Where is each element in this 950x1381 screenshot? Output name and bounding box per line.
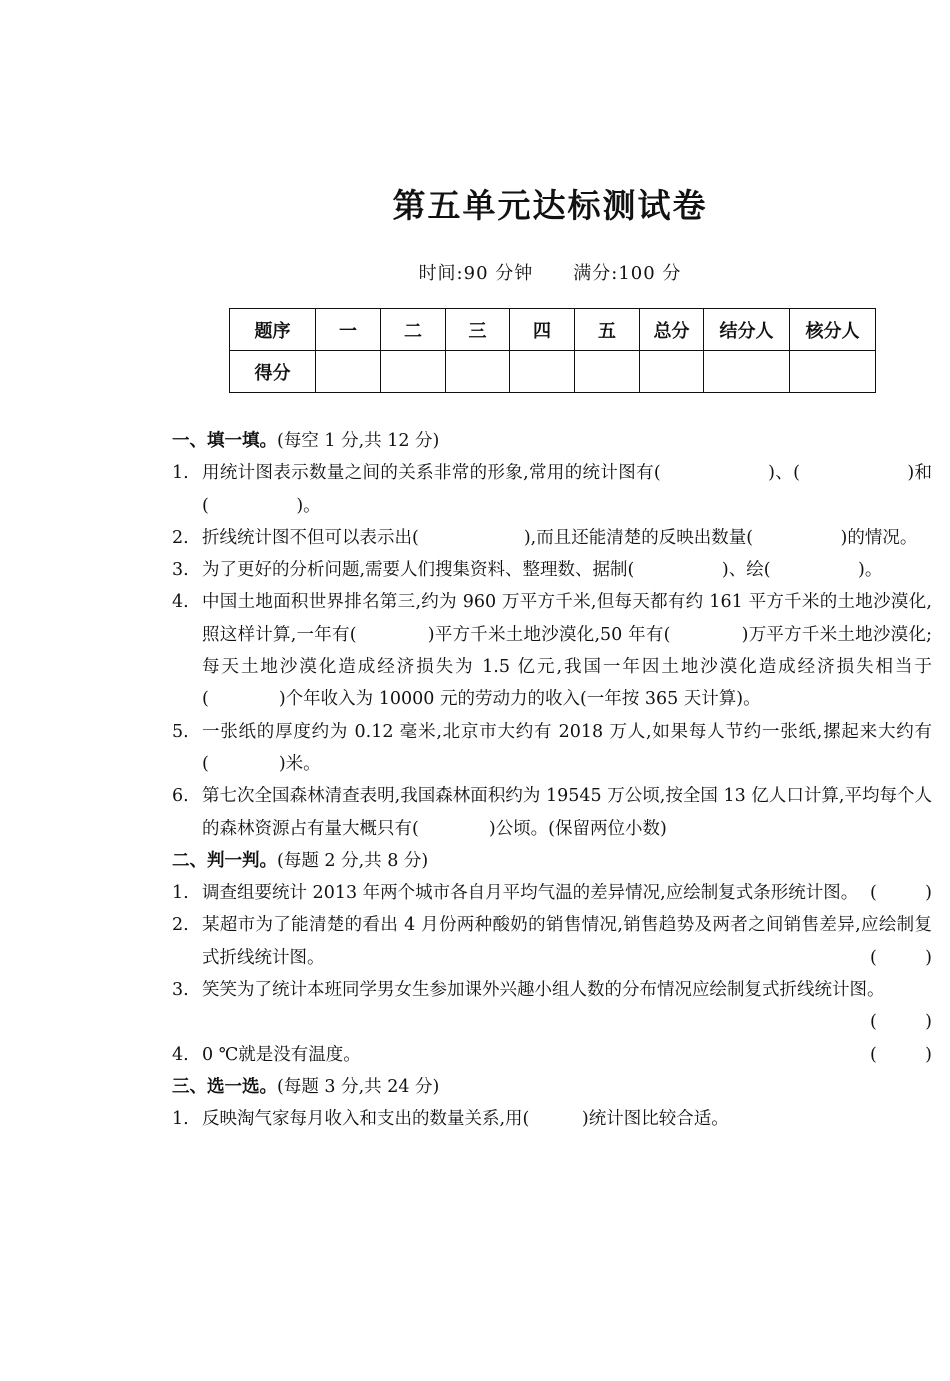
score-table-header: 一 <box>316 309 381 351</box>
score-table-header: 五 <box>575 309 640 351</box>
question-content <box>172 425 932 1136</box>
question-number: 6. <box>172 786 189 807</box>
question-number: 4. <box>172 1044 189 1065</box>
question-item <box>172 909 932 974</box>
score-row-label: 得分 <box>230 351 316 393</box>
question-number: 5. <box>172 721 189 742</box>
score-table-header: 二 <box>381 309 446 351</box>
section-title: 二、判一判。 <box>172 850 277 871</box>
score-cell[interactable] <box>640 351 704 393</box>
section-title: 一、填一填。 <box>172 431 277 451</box>
question-item <box>172 780 932 845</box>
question-number: 1. <box>172 883 189 904</box>
section-heading-choose <box>172 1071 932 1103</box>
score-table-header-row <box>230 309 876 351</box>
score-table-header: 四 <box>510 309 575 351</box>
question-text: 用统计图表示数量之间的关系非常的形象,常用的统计图有( )、( )和( )。 <box>202 463 932 516</box>
section-heading-fill <box>172 425 932 457</box>
question-item <box>172 586 932 715</box>
question-number: 4. <box>172 592 189 613</box>
section-title: 三、选一选。 <box>172 1076 277 1097</box>
question-item <box>172 716 932 781</box>
section-score-note: (每空 1 分,共 12 分) <box>277 431 440 451</box>
question-item <box>172 1039 932 1071</box>
question-text: 某超市为了能清楚的看出 4 月份两种酸奶的销售情况,销售趋势及两者之间销售差异,应绘制复式折线统计图。 <box>202 915 932 968</box>
score-table <box>229 308 876 393</box>
score-table-header: 三 <box>446 309 510 351</box>
question-text: 0 ℃就是没有温度。 <box>202 1044 361 1065</box>
score-cell[interactable] <box>446 351 510 393</box>
question-text: 一张纸的厚度约为 0.12 毫米,北京市大约有 2018 万人,如果每人节约一张纸,摞起来大约有( )米。 <box>202 721 932 774</box>
page-title: 第五单元达标测试卷 <box>392 186 708 225</box>
question-item <box>172 457 932 522</box>
section-score-note: (每题 3 分,共 24 分) <box>277 1076 440 1097</box>
time-limit: 时间:90 分钟 <box>418 263 534 284</box>
exam-info <box>0 261 950 287</box>
answer-bracket[interactable]: ( ) <box>870 947 932 968</box>
question-item <box>172 554 932 586</box>
score-table-header: 总分 <box>640 309 704 351</box>
question-number: 3. <box>172 560 189 581</box>
question-text: 第七次全国森林清查表明,我国森林面积约为 19545 万公顷,按全国 13 亿人口计算,平均每个人的森林资源占有量大概只有( )公顷。(保留两位小数) <box>202 786 932 839</box>
full-score: 满分:100 分 <box>573 263 682 284</box>
score-cell[interactable] <box>790 351 876 393</box>
question-item <box>172 877 932 909</box>
question-number: 1. <box>172 463 189 484</box>
score-cell[interactable] <box>704 351 790 393</box>
question-text: 折线统计图不但可以表示出( ),而且还能清楚的反映出数量( )的情况。 <box>202 527 918 548</box>
question-number: 3. <box>172 980 189 1001</box>
question-text: 中国土地面积世界排名第三,约为 960 万平方千米,但每天都有约 161 平方千米的土地沙漠化,照这样计算,一年有( )平方千米土地沙漠化,50 年有( )万平方千米土地沙漠化;每天土地沙漠化造成经济损失为 1.5 亿元,我国一年因土地沙漠化造成经济损失相当于( )个年收入为 10000 元的劳动力的收入(一年按 365 天计算)。 <box>202 592 932 710</box>
answer-bracket[interactable]: ( ) <box>870 1012 932 1033</box>
question-number: 2. <box>172 915 189 936</box>
question-item <box>172 522 932 554</box>
score-table-score-row <box>230 351 876 393</box>
score-table-header: 结分人 <box>704 309 790 351</box>
question-number: 1. <box>172 1109 189 1130</box>
score-table-header: 题序 <box>230 309 316 351</box>
score-cell[interactable] <box>510 351 575 393</box>
question-number: 2. <box>172 527 189 548</box>
question-text: 笑笑为了统计本班同学男女生参加课外兴趣小组人数的分布情况应绘制复式折线统计图。 <box>202 980 885 1001</box>
section-heading-judge <box>172 845 932 877</box>
question-text: 反映淘气家每月收入和支出的数量关系,用( )统计图比较合适。 <box>202 1109 729 1130</box>
question-item <box>172 974 932 1039</box>
section-score-note: (每题 2 分,共 8 分) <box>277 850 429 871</box>
score-cell[interactable] <box>316 351 381 393</box>
score-table-header: 核分人 <box>790 309 876 351</box>
answer-bracket[interactable]: ( ) <box>870 883 932 904</box>
answer-bracket[interactable]: ( ) <box>870 1044 932 1065</box>
score-cell[interactable] <box>575 351 640 393</box>
question-text: 为了更好的分析问题,需要人们搜集资料、整理数、据制( )、绘( )。 <box>202 560 883 581</box>
score-cell[interactable] <box>381 351 446 393</box>
question-text: 调查组要统计 2013 年两个城市各自月平均气温的差异情况,应绘制复式条形统计图。 <box>202 883 859 904</box>
question-item <box>172 1103 932 1135</box>
